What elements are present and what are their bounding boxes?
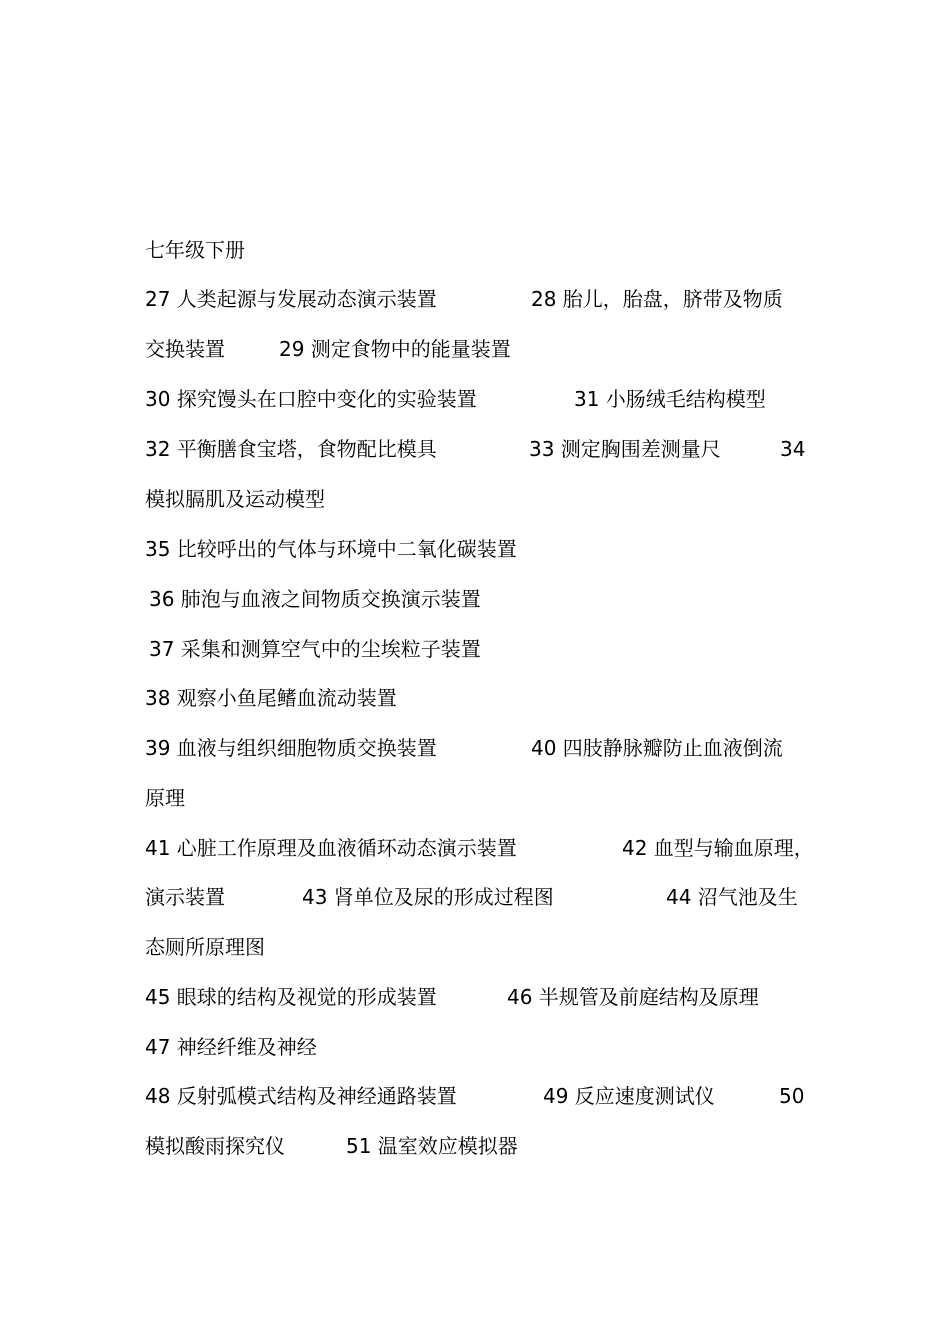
item-45: 45 眼球的结构及视觉的形成装置 (145, 985, 437, 1009)
item-50-number: 50 (779, 1084, 805, 1108)
text-line (0, 281, 950, 317)
item-39: 39 血液与组织细胞物质交换装置 (145, 736, 437, 760)
item-28-cont: 交换装置 (145, 337, 225, 361)
item-44-cont: 态厕所原理图 (145, 935, 265, 959)
item-37: 37 采集和测算空气中的尘埃粒子装置 (149, 637, 481, 661)
text-line (0, 531, 950, 567)
text-line (0, 331, 950, 367)
section-heading (0, 232, 950, 268)
item-48: 48 反射弧模式结构及神经通路装置 (145, 1084, 457, 1108)
item-28: 28 胎儿，胎盘，脐带及物质 (531, 287, 783, 311)
item-30: 30 探究馒头在口腔中变化的实验装置 (145, 387, 477, 411)
item-38: 38 观察小鱼尾鳍血流动装置 (145, 686, 397, 710)
heading-text: 七年级下册 (145, 238, 245, 262)
item-50: 模拟酸雨探究仪 (145, 1134, 285, 1158)
item-40-cont: 原理 (145, 786, 185, 810)
item-40: 40 四肢静脉瓣防止血液倒流 (531, 736, 783, 760)
item-27: 27 人类起源与发展动态演示装置 (145, 287, 437, 311)
text-line (0, 1128, 950, 1164)
text-line (0, 1078, 950, 1114)
text-line (0, 680, 950, 716)
text-line (0, 481, 950, 517)
text-line (0, 780, 950, 816)
text-line (0, 879, 950, 915)
item-46: 46 半规管及前庭结构及原理 (507, 985, 759, 1009)
text-line (0, 979, 950, 1015)
text-line (0, 581, 950, 617)
item-51: 51 温室效应模拟器 (346, 1134, 518, 1158)
item-36: 36 肺泡与血液之间物质交换演示装置 (149, 587, 481, 611)
text-line (0, 631, 950, 667)
text-line (0, 830, 950, 866)
text-line (0, 929, 950, 965)
item-42-cont: 演示装置 (145, 885, 225, 909)
item-49: 49 反应速度测试仪 (543, 1084, 715, 1108)
item-47: 47 神经纤维及神经 (145, 1035, 317, 1059)
item-32: 32 平衡膳食宝塔，食物配比模具 (145, 437, 437, 461)
item-35: 35 比较呼出的气体与环境中二氧化碳装置 (145, 537, 517, 561)
text-line (0, 431, 950, 467)
text-line (0, 381, 950, 417)
item-34-number: 34 (780, 437, 806, 461)
item-43: 43 肾单位及尿的形成过程图 (302, 885, 554, 909)
item-41: 41 心脏工作原理及血液循环动态演示装置 (145, 836, 517, 860)
item-33: 33 测定胸围差测量尺 (529, 437, 721, 461)
item-44: 44 沼气池及生 (666, 885, 798, 909)
item-42: 42 血型与输血原理， (622, 836, 814, 860)
text-line (0, 730, 950, 766)
item-31: 31 小肠绒毛结构模型 (574, 387, 766, 411)
item-29: 29 测定食物中的能量装置 (279, 337, 511, 361)
item-34: 模拟膈肌及运动模型 (145, 487, 325, 511)
text-line (0, 1029, 950, 1065)
